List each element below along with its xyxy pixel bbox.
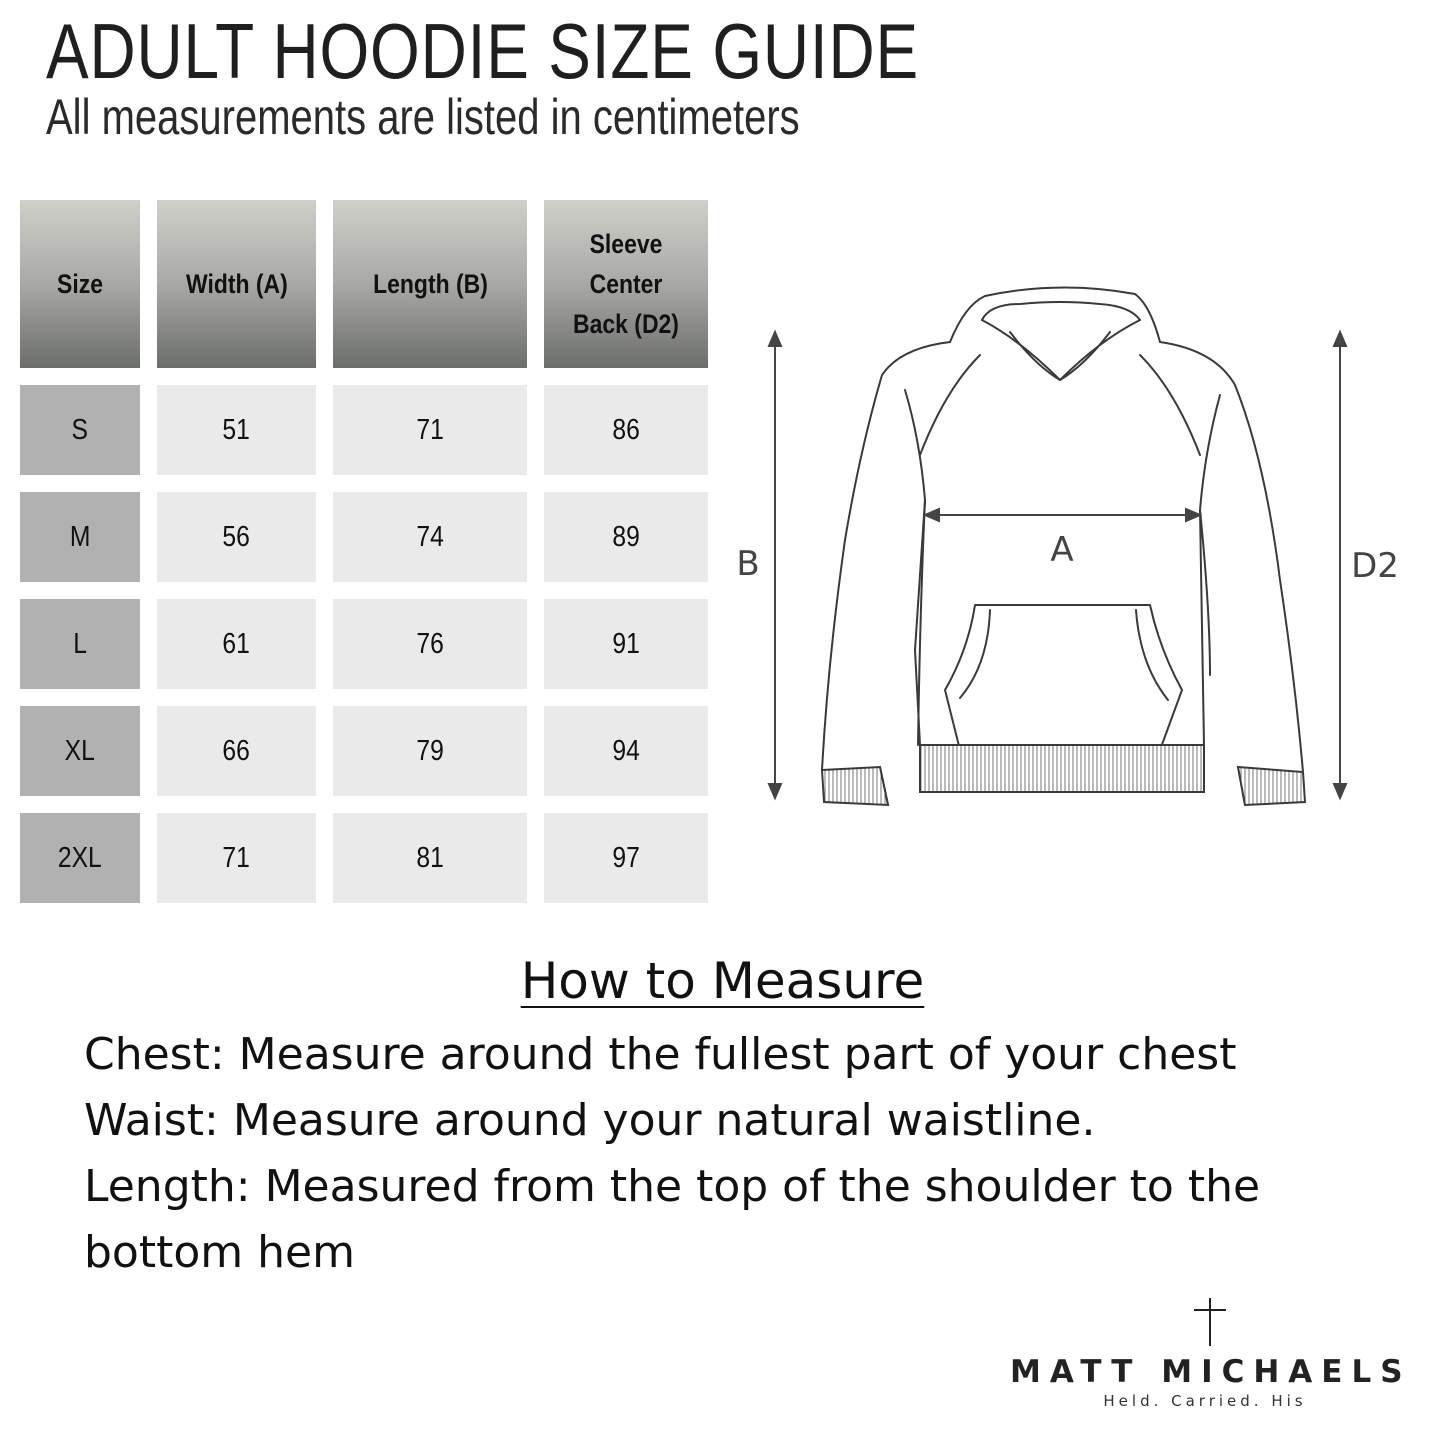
table-row: [20, 813, 708, 903]
chest-instruction: Chest: Measure around the fullest part of your chest: [84, 1029, 1237, 1080]
sleeve-cell: 89: [544, 492, 708, 582]
table-row: [20, 492, 708, 582]
size-cell: XL: [20, 706, 140, 796]
arrow-b: [769, 332, 781, 798]
header-sleeve: Sleeve Center Back (D2): [544, 200, 708, 368]
brand-tagline: Held. Carried. His: [1103, 1392, 1307, 1410]
waist-instruction: Waist: Measure around your natural waistline.: [84, 1095, 1096, 1146]
table-header-row: [20, 200, 708, 368]
arrow-a: [925, 509, 1200, 521]
width-cell: 66: [157, 706, 316, 796]
length-cell: 71: [333, 385, 527, 475]
cross-icon: [1190, 1296, 1230, 1348]
length-instruction: Length: Measured from the top of the shoulder to the bottom hem: [84, 1161, 1261, 1278]
label-a: A: [1050, 530, 1074, 570]
brand-logo: [1010, 1296, 1412, 1416]
width-cell: 56: [157, 492, 316, 582]
sleeve-cell: 86: [544, 385, 708, 475]
table-row: [20, 385, 708, 475]
arrow-d2: [1334, 332, 1346, 798]
size-cell: 2XL: [20, 813, 140, 903]
size-cell: M: [20, 492, 140, 582]
sleeve-cell: 91: [544, 599, 708, 689]
page-title: ADULT HOODIE SIZE GUIDE: [46, 7, 919, 95]
hoodie-ribbing: [822, 745, 1305, 805]
size-cell: L: [20, 599, 140, 689]
page-subtitle: All measurements are listed in centimeters: [46, 89, 800, 145]
measurement-instructions: [84, 1022, 1364, 1286]
how-to-measure-heading: How to Measure: [520, 952, 925, 1010]
sleeve-cell: 94: [544, 706, 708, 796]
width-cell: 71: [157, 813, 316, 903]
header-length: Length (B): [333, 200, 527, 368]
hoodie-diagram: [720, 280, 1420, 840]
header-size: Size: [20, 200, 140, 368]
size-cell: S: [20, 385, 140, 475]
width-cell: 51: [157, 385, 316, 475]
table-row: [20, 706, 708, 796]
length-cell: 74: [333, 492, 527, 582]
sleeve-cell: 97: [544, 813, 708, 903]
size-table: [3, 183, 725, 920]
length-cell: 79: [333, 706, 527, 796]
header-width: Width (A): [157, 200, 316, 368]
label-b: B: [736, 544, 760, 584]
brand-name: MATT MICHAELS: [1010, 1354, 1412, 1390]
width-cell: 61: [157, 599, 316, 689]
length-cell: 81: [333, 813, 527, 903]
table-row: [20, 599, 708, 689]
label-d2: D2: [1351, 546, 1399, 586]
length-cell: 76: [333, 599, 527, 689]
